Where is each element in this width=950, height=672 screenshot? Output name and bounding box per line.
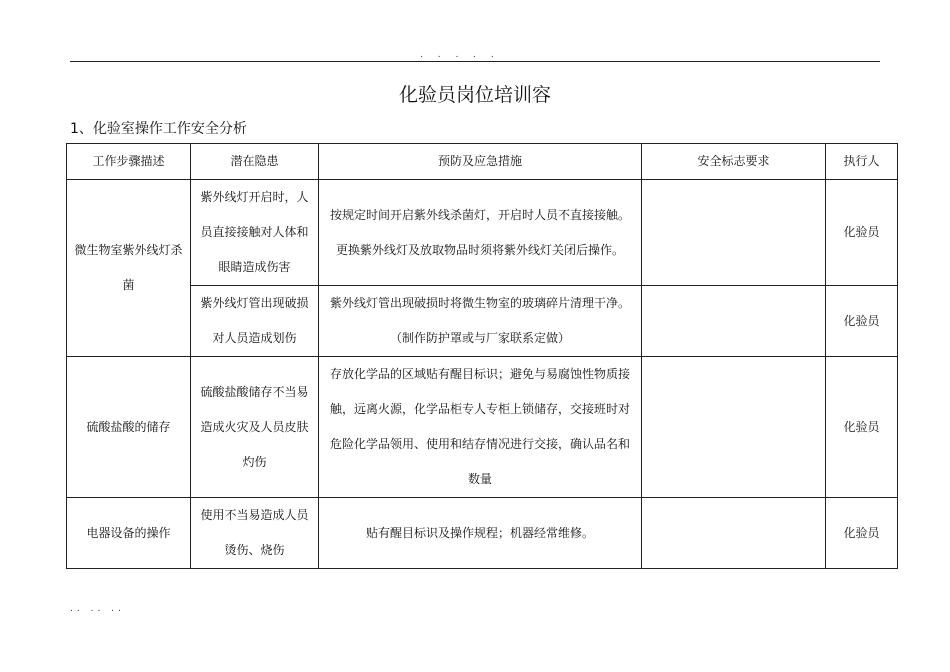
footer-marks: .. .. .. xyxy=(70,604,125,614)
header-measure: 预防及应急措施 xyxy=(319,144,642,180)
hazard-cell: 紫外线灯开启时，人员直接接触对人体和眼睛造成伤害 xyxy=(191,180,319,286)
table-row xyxy=(67,498,898,569)
table-row xyxy=(67,357,898,498)
header-sign: 安全标志要求 xyxy=(642,144,826,180)
sign-cell xyxy=(642,180,826,286)
header-hazard: 潜在隐患 xyxy=(191,144,319,180)
step-cell: 电器设备的操作 xyxy=(67,498,191,569)
person-cell: 化验员 xyxy=(826,286,898,357)
section-heading: 1、化验室操作工作安全分析 xyxy=(70,121,247,137)
measure-cell: 存放化学品的区域贴有醒目标识；避免与易腐蚀性物质接触，远离火源，化学品柜专人专柜上锁储存，交接班时对危险化学品领用、使用和结存情况进行交接，确认品名和数量 xyxy=(319,357,642,498)
header-step: 工作步骤描述 xyxy=(67,144,191,180)
step-cell: 微生物室紫外线灯杀菌 xyxy=(67,180,191,357)
sign-cell xyxy=(642,498,826,569)
header-marks: . . . . . xyxy=(420,50,500,60)
table-header-row xyxy=(67,144,898,180)
person-cell: 化验员 xyxy=(826,357,898,498)
hazard-cell: 使用不当易造成人员烫伤、烧伤 xyxy=(191,498,319,569)
safety-analysis-table xyxy=(66,143,898,569)
table-row xyxy=(67,286,898,357)
sign-cell xyxy=(642,357,826,498)
person-cell: 化验员 xyxy=(826,180,898,286)
measure-cell: 紫外线灯管出现破损时将微生物室的玻璃碎片清理干净。（制作防护罩或与厂家联系定做） xyxy=(319,286,642,357)
sign-cell xyxy=(642,286,826,357)
person-cell: 化验员 xyxy=(826,498,898,569)
step-cell: 硫酸盐酸的储存 xyxy=(67,357,191,498)
page-title: 化验员岗位培训容 xyxy=(398,84,551,106)
measure-cell: 贴有醒目标识及操作规程；机器经常维修。 xyxy=(319,498,642,569)
measure-cell: 按规定时间开启紫外线杀菌灯，开启时人员不直接接触。更换紫外线灯及放取物品时须将紫外线灯关闭后操作。 xyxy=(319,180,642,286)
header-rule xyxy=(70,61,880,62)
hazard-cell: 硫酸盐酸储存不当易造成火灾及人员皮肤灼伤 xyxy=(191,357,319,498)
header-person: 执行人 xyxy=(826,144,898,180)
hazard-cell: 紫外线灯管出现破损对人员造成划伤 xyxy=(191,286,319,357)
table-row xyxy=(67,180,898,286)
